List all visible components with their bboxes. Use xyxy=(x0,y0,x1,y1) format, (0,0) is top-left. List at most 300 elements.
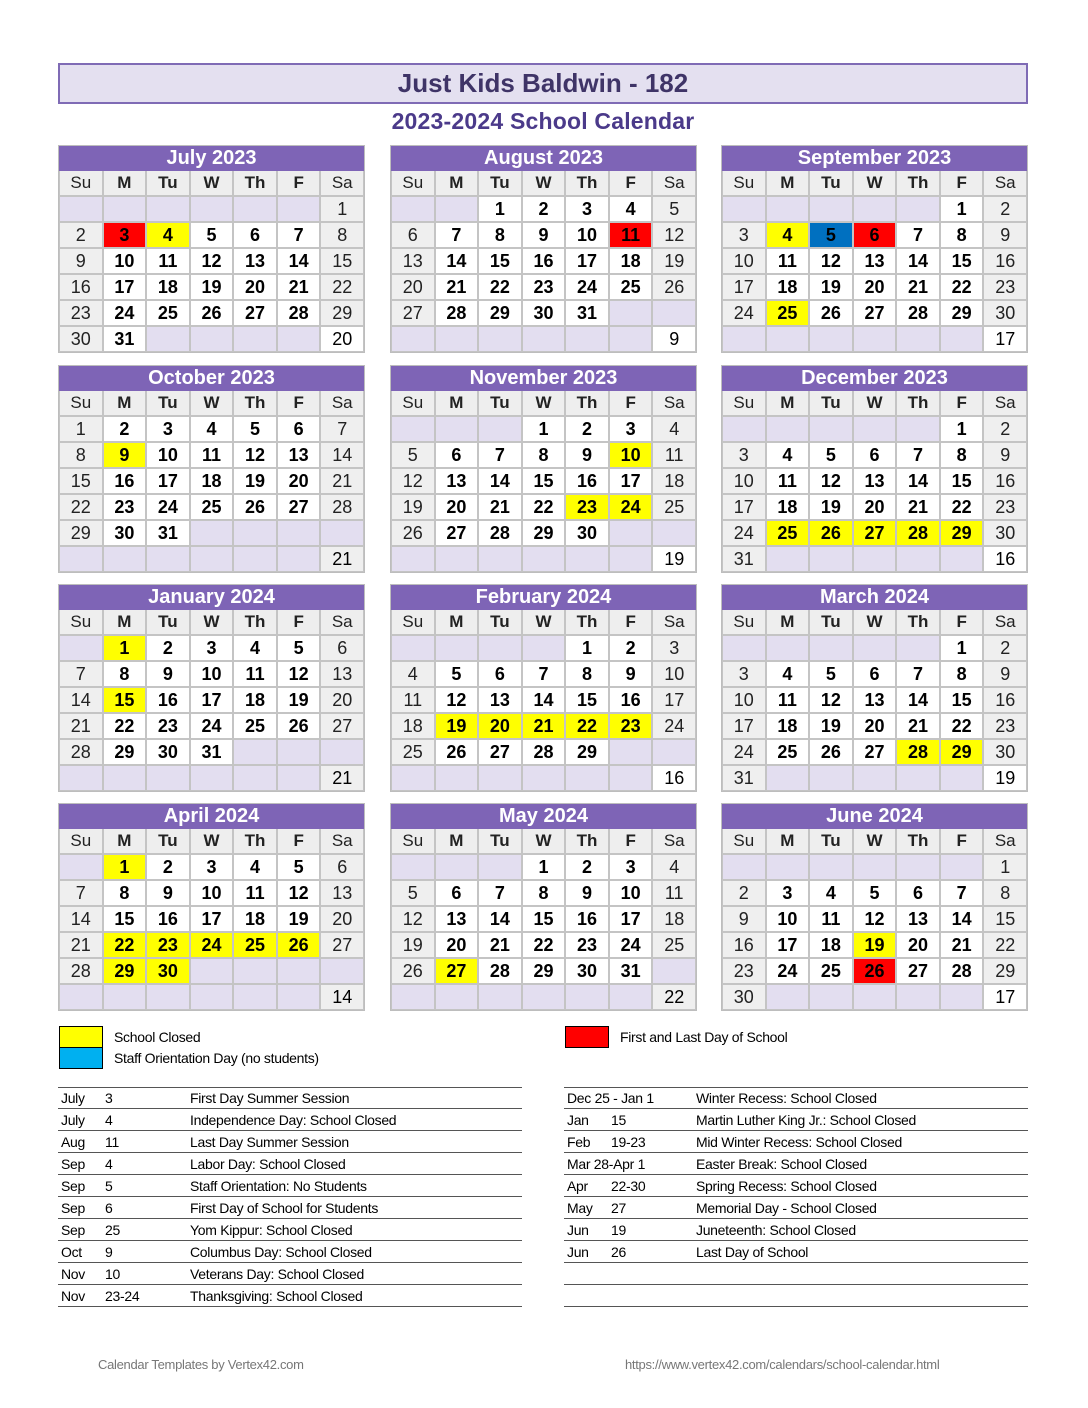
day-cell: 18 xyxy=(767,714,809,738)
day-cell: 11 xyxy=(767,249,809,273)
empty-cell xyxy=(104,766,146,790)
day-cell: 24 xyxy=(723,301,765,325)
day-cell: 22 xyxy=(941,275,983,299)
day-cell: 22 xyxy=(941,495,983,519)
day-cell: 23 xyxy=(60,301,102,325)
day-cell: 26 xyxy=(810,740,852,764)
day-cell: 18 xyxy=(653,907,695,931)
day-cell: 7 xyxy=(436,223,478,247)
day-cell: 16 xyxy=(147,907,189,931)
day-cell: 2 xyxy=(984,197,1026,221)
day-cell-school-closed: 26 xyxy=(278,933,320,957)
day-cell: 27 xyxy=(392,301,434,325)
day-cell: 9 xyxy=(566,443,608,467)
empty-cell xyxy=(897,417,939,441)
school-day-count: 21 xyxy=(321,547,363,571)
holiday-event: Spring Recess: School Closed xyxy=(696,1177,877,1194)
day-cell: 30 xyxy=(60,327,102,351)
day-cell: 29 xyxy=(523,521,565,545)
holiday-list-right xyxy=(564,1087,1028,1307)
empty-cell xyxy=(436,417,478,441)
day-cell: 22 xyxy=(60,495,102,519)
day-cell: 8 xyxy=(941,662,983,686)
day-cell: 1 xyxy=(479,197,521,221)
weekday-header: F xyxy=(610,829,652,853)
day-cell: 19 xyxy=(810,714,852,738)
day-cell: 16 xyxy=(723,933,765,957)
day-cell: 3 xyxy=(191,855,233,879)
day-cell: 23 xyxy=(566,933,608,957)
day-cell: 29 xyxy=(104,740,146,764)
empty-cell xyxy=(897,766,939,790)
footer-credit: Calendar Templates by Vertex42.com xyxy=(98,1357,304,1372)
day-cell: 10 xyxy=(191,662,233,686)
month-calendar xyxy=(58,803,365,1011)
day-cell-school-closed: 30 xyxy=(147,959,189,983)
day-cell: 30 xyxy=(104,521,146,545)
day-cell: 1 xyxy=(60,417,102,441)
holiday-day: 4 xyxy=(105,1155,113,1172)
empty-cell xyxy=(191,985,233,1009)
day-cell: 21 xyxy=(479,933,521,957)
holiday-event: Veterans Day: School Closed xyxy=(190,1265,365,1282)
month-grid xyxy=(391,171,696,352)
day-cell: 28 xyxy=(479,521,521,545)
day-cell: 1 xyxy=(941,417,983,441)
day-cell: 25 xyxy=(147,301,189,325)
school-day-count: 19 xyxy=(653,547,695,571)
empty-cell xyxy=(810,855,852,879)
day-cell: 6 xyxy=(321,636,363,660)
day-cell: 8 xyxy=(321,223,363,247)
month-calendar xyxy=(58,145,365,353)
day-cell: 16 xyxy=(104,469,146,493)
holiday-row xyxy=(58,1175,522,1197)
month-calendar xyxy=(390,803,697,1011)
day-cell: 13 xyxy=(854,469,896,493)
day-cell-school-closed: 4 xyxy=(147,223,189,247)
day-cell: 18 xyxy=(610,249,652,273)
day-cell: 3 xyxy=(610,417,652,441)
weekday-header: Tu xyxy=(810,610,852,634)
holiday-day: 19-23 xyxy=(611,1133,646,1150)
weekday-header: M xyxy=(104,391,146,415)
holiday-list-left xyxy=(58,1087,522,1307)
day-cell: 25 xyxy=(653,495,695,519)
empty-cell xyxy=(191,197,233,221)
day-cell: 26 xyxy=(234,495,276,519)
weekday-header: M xyxy=(104,610,146,634)
empty-cell xyxy=(479,636,521,660)
day-cell: 21 xyxy=(897,495,939,519)
day-cell-first-last-day: 11 xyxy=(610,223,652,247)
day-cell: 14 xyxy=(60,688,102,712)
weekday-header: W xyxy=(523,171,565,195)
day-cell: 8 xyxy=(941,223,983,247)
month-grid xyxy=(59,391,364,572)
month-title: October 2023 xyxy=(59,366,364,391)
day-cell-first-last-day: 6 xyxy=(854,223,896,247)
day-cell: 26 xyxy=(436,740,478,764)
weekday-header: Sa xyxy=(653,829,695,853)
day-cell: 18 xyxy=(767,275,809,299)
empty-cell xyxy=(897,547,939,571)
day-cell: 28 xyxy=(60,959,102,983)
day-cell: 13 xyxy=(278,443,320,467)
month-calendar xyxy=(721,365,1028,573)
holiday-event: First Day Summer Session xyxy=(190,1090,350,1106)
day-cell: 12 xyxy=(278,662,320,686)
weekday-header: Tu xyxy=(479,171,521,195)
day-cell: 29 xyxy=(321,301,363,325)
day-cell: 15 xyxy=(479,249,521,273)
day-cell-school-closed: 29 xyxy=(941,521,983,545)
weekday-header: Tu xyxy=(147,171,189,195)
holiday-event: Winter Recess: School Closed xyxy=(696,1090,877,1106)
day-cell-school-closed: 27 xyxy=(436,959,478,983)
legend-swatch-first-last xyxy=(565,1026,609,1048)
day-cell: 21 xyxy=(60,933,102,957)
day-cell: 18 xyxy=(653,469,695,493)
holiday-month: Nov xyxy=(61,1287,85,1304)
empty-cell xyxy=(321,740,363,764)
month-calendar xyxy=(390,365,697,573)
day-cell: 30 xyxy=(984,521,1026,545)
day-cell: 20 xyxy=(234,275,276,299)
day-cell-school-closed: 23 xyxy=(566,495,608,519)
day-cell: 24 xyxy=(653,714,695,738)
day-cell-school-closed: 19 xyxy=(436,714,478,738)
empty-cell xyxy=(723,417,765,441)
holiday-month: Jun xyxy=(567,1221,589,1238)
day-cell-school-closed: 22 xyxy=(104,933,146,957)
weekday-header: Sa xyxy=(984,171,1026,195)
empty-cell xyxy=(147,327,189,351)
day-cell: 14 xyxy=(897,469,939,493)
weekday-header: Su xyxy=(723,391,765,415)
weekday-header: Th xyxy=(566,171,608,195)
weekday-header: Th xyxy=(897,829,939,853)
day-cell: 10 xyxy=(191,881,233,905)
day-cell: 15 xyxy=(523,907,565,931)
empty-cell xyxy=(653,521,695,545)
day-cell: 22 xyxy=(984,933,1026,957)
weekday-header: Th xyxy=(897,171,939,195)
day-cell: 19 xyxy=(234,469,276,493)
weekday-header: Th xyxy=(234,171,276,195)
weekday-header: F xyxy=(941,171,983,195)
holiday-row xyxy=(564,1087,1028,1109)
month-calendar xyxy=(58,365,365,573)
day-cell: 20 xyxy=(321,688,363,712)
day-cell-school-closed: 26 xyxy=(810,521,852,545)
month-grid xyxy=(59,171,364,352)
empty-cell xyxy=(392,327,434,351)
day-cell: 15 xyxy=(566,688,608,712)
day-cell: 31 xyxy=(566,301,608,325)
day-cell: 26 xyxy=(653,275,695,299)
holiday-event: Martin Luther King Jr.: School Closed xyxy=(696,1111,917,1128)
weekday-header: M xyxy=(436,171,478,195)
legend-label-staff-orientation: Staff Orientation Day (no students) xyxy=(114,1050,319,1066)
day-cell: 10 xyxy=(723,249,765,273)
weekday-header: F xyxy=(610,171,652,195)
day-cell: 8 xyxy=(984,881,1026,905)
weekday-header: Tu xyxy=(479,829,521,853)
empty-cell xyxy=(147,197,189,221)
day-cell: 1 xyxy=(523,855,565,879)
day-cell: 10 xyxy=(653,662,695,686)
day-cell: 28 xyxy=(897,301,939,325)
day-cell: 8 xyxy=(941,443,983,467)
weekday-header: Su xyxy=(392,391,434,415)
weekday-header: Su xyxy=(60,171,102,195)
day-cell: 11 xyxy=(767,469,809,493)
empty-cell xyxy=(810,547,852,571)
day-cell: 25 xyxy=(234,714,276,738)
empty-cell xyxy=(191,521,233,545)
day-cell: 3 xyxy=(653,636,695,660)
empty-cell xyxy=(767,327,809,351)
day-cell: 5 xyxy=(810,443,852,467)
holiday-event: Mid Winter Recess: School Closed xyxy=(696,1133,902,1150)
empty-cell xyxy=(479,547,521,571)
day-cell-school-closed: 29 xyxy=(941,740,983,764)
day-cell: 4 xyxy=(767,443,809,467)
day-cell: 24 xyxy=(610,933,652,957)
day-cell: 12 xyxy=(234,443,276,467)
empty-cell xyxy=(897,855,939,879)
legend-label-first-last: First and Last Day of School xyxy=(620,1029,788,1045)
day-cell: 10 xyxy=(104,249,146,273)
day-cell: 22 xyxy=(104,714,146,738)
day-cell: 29 xyxy=(523,959,565,983)
weekday-header: Th xyxy=(234,610,276,634)
day-cell: 19 xyxy=(392,495,434,519)
empty-cell xyxy=(436,985,478,1009)
day-cell: 6 xyxy=(392,223,434,247)
empty-cell xyxy=(278,959,320,983)
day-cell: 16 xyxy=(60,275,102,299)
month-calendar xyxy=(721,584,1028,792)
holiday-row xyxy=(564,1263,1028,1285)
day-cell: 15 xyxy=(941,469,983,493)
day-cell: 9 xyxy=(60,249,102,273)
day-cell: 18 xyxy=(392,714,434,738)
holiday-day: 27 xyxy=(611,1199,626,1216)
day-cell: 29 xyxy=(984,959,1026,983)
day-cell: 22 xyxy=(321,275,363,299)
holiday-day: 15 xyxy=(611,1111,626,1128)
day-cell-school-closed: 22 xyxy=(566,714,608,738)
month-grid xyxy=(391,610,696,791)
day-cell: 23 xyxy=(147,714,189,738)
empty-cell xyxy=(436,547,478,571)
month-calendar xyxy=(390,145,697,353)
holiday-month: Aug xyxy=(61,1133,86,1150)
day-cell: 16 xyxy=(610,688,652,712)
month-title: June 2024 xyxy=(722,804,1027,829)
weekday-header: Tu xyxy=(810,171,852,195)
empty-cell xyxy=(234,547,276,571)
empty-cell xyxy=(104,197,146,221)
empty-cell xyxy=(610,740,652,764)
holiday-row xyxy=(58,1153,522,1175)
day-cell-school-closed: 25 xyxy=(767,301,809,325)
day-cell: 16 xyxy=(523,249,565,273)
day-cell: 2 xyxy=(566,417,608,441)
empty-cell xyxy=(523,547,565,571)
day-cell: 28 xyxy=(436,301,478,325)
empty-cell xyxy=(104,547,146,571)
day-cell: 25 xyxy=(610,275,652,299)
legend-swatch-staff-orientation xyxy=(59,1047,103,1069)
page-title: Just Kids Baldwin - 182 xyxy=(397,68,689,98)
day-cell: 18 xyxy=(147,275,189,299)
day-cell: 19 xyxy=(278,907,320,931)
holiday-event: Memorial Day - School Closed xyxy=(696,1199,877,1216)
holiday-row xyxy=(58,1109,522,1131)
empty-cell xyxy=(479,766,521,790)
holiday-day: 3 xyxy=(105,1090,113,1106)
empty-cell xyxy=(854,636,896,660)
day-cell: 20 xyxy=(854,275,896,299)
holiday-month: Oct xyxy=(61,1243,82,1260)
empty-cell xyxy=(653,959,695,983)
school-day-count: 19 xyxy=(984,766,1026,790)
empty-cell xyxy=(854,547,896,571)
month-title: March 2024 xyxy=(722,585,1027,610)
day-cell: 29 xyxy=(479,301,521,325)
day-cell: 19 xyxy=(191,275,233,299)
day-cell-school-closed: 27 xyxy=(854,521,896,545)
day-cell: 23 xyxy=(523,275,565,299)
day-cell: 2 xyxy=(104,417,146,441)
day-cell: 6 xyxy=(321,855,363,879)
day-cell: 20 xyxy=(854,495,896,519)
day-cell: 13 xyxy=(436,907,478,931)
weekday-header: W xyxy=(523,391,565,415)
month-grid xyxy=(722,391,1027,572)
empty-cell xyxy=(610,521,652,545)
day-cell: 17 xyxy=(104,275,146,299)
holiday-month: Sep xyxy=(61,1199,86,1216)
empty-cell xyxy=(479,417,521,441)
day-cell: 12 xyxy=(392,469,434,493)
holiday-day: 5 xyxy=(105,1177,113,1194)
empty-cell xyxy=(723,855,765,879)
day-cell: 3 xyxy=(723,223,765,247)
day-cell: 30 xyxy=(566,521,608,545)
day-cell: 2 xyxy=(523,197,565,221)
day-cell: 12 xyxy=(854,907,896,931)
footer-url: https://www.vertex42.com/calendars/school-calendar.html xyxy=(625,1357,940,1372)
empty-cell xyxy=(523,636,565,660)
empty-cell xyxy=(436,636,478,660)
day-cell: 13 xyxy=(897,907,939,931)
empty-cell xyxy=(523,327,565,351)
day-cell: 24 xyxy=(147,495,189,519)
empty-cell xyxy=(234,959,276,983)
day-cell: 31 xyxy=(723,766,765,790)
weekday-header: Th xyxy=(897,610,939,634)
day-cell: 7 xyxy=(479,443,521,467)
day-cell: 4 xyxy=(234,636,276,660)
month-title: April 2024 xyxy=(59,804,364,829)
day-cell: 6 xyxy=(854,443,896,467)
weekday-header: Tu xyxy=(147,391,189,415)
day-cell: 21 xyxy=(278,275,320,299)
empty-cell xyxy=(436,855,478,879)
weekday-header: W xyxy=(854,391,896,415)
day-cell: 25 xyxy=(653,933,695,957)
day-cell: 14 xyxy=(941,907,983,931)
weekday-header: Tu xyxy=(147,829,189,853)
empty-cell xyxy=(810,766,852,790)
day-cell: 2 xyxy=(566,855,608,879)
day-cell: 10 xyxy=(147,443,189,467)
day-cell: 11 xyxy=(392,688,434,712)
day-cell: 30 xyxy=(566,959,608,983)
holiday-row xyxy=(564,1109,1028,1131)
holiday-day: 9 xyxy=(105,1243,113,1260)
day-cell: 20 xyxy=(278,469,320,493)
day-cell: 11 xyxy=(767,688,809,712)
empty-cell xyxy=(767,417,809,441)
weekday-header: Sa xyxy=(653,171,695,195)
weekday-header: Su xyxy=(723,610,765,634)
holiday-month: May xyxy=(567,1199,593,1216)
day-cell-school-closed: 15 xyxy=(104,688,146,712)
day-cell: 2 xyxy=(147,855,189,879)
day-cell: 8 xyxy=(523,443,565,467)
day-cell: 21 xyxy=(897,714,939,738)
month-title: August 2023 xyxy=(391,146,696,171)
day-cell-school-closed: 9 xyxy=(104,443,146,467)
day-cell: 11 xyxy=(234,662,276,686)
weekday-header: Su xyxy=(392,171,434,195)
day-cell: 19 xyxy=(653,249,695,273)
day-cell: 3 xyxy=(191,636,233,660)
day-cell: 20 xyxy=(321,907,363,931)
holiday-event: Juneteenth: School Closed xyxy=(696,1221,856,1238)
holiday-row xyxy=(564,1131,1028,1153)
day-cell: 21 xyxy=(436,275,478,299)
weekday-header: Th xyxy=(566,829,608,853)
weekday-header: M xyxy=(767,391,809,415)
day-cell: 23 xyxy=(984,275,1026,299)
weekday-header: M xyxy=(767,829,809,853)
holiday-month: Sep xyxy=(61,1155,86,1172)
month-title: July 2023 xyxy=(59,146,364,171)
day-cell: 2 xyxy=(60,223,102,247)
empty-cell xyxy=(60,985,102,1009)
holiday-event: Last Day Summer Session xyxy=(190,1133,349,1150)
month-calendar xyxy=(721,145,1028,353)
legend-swatch-school-closed xyxy=(59,1026,103,1048)
weekday-header: F xyxy=(610,391,652,415)
empty-cell xyxy=(392,417,434,441)
empty-cell xyxy=(810,197,852,221)
month-title: December 2023 xyxy=(722,366,1027,391)
weekday-header: F xyxy=(610,610,652,634)
weekday-header: Tu xyxy=(810,391,852,415)
day-cell: 4 xyxy=(810,881,852,905)
empty-cell xyxy=(191,959,233,983)
day-cell: 25 xyxy=(767,740,809,764)
school-day-count: 21 xyxy=(321,766,363,790)
day-cell: 2 xyxy=(147,636,189,660)
